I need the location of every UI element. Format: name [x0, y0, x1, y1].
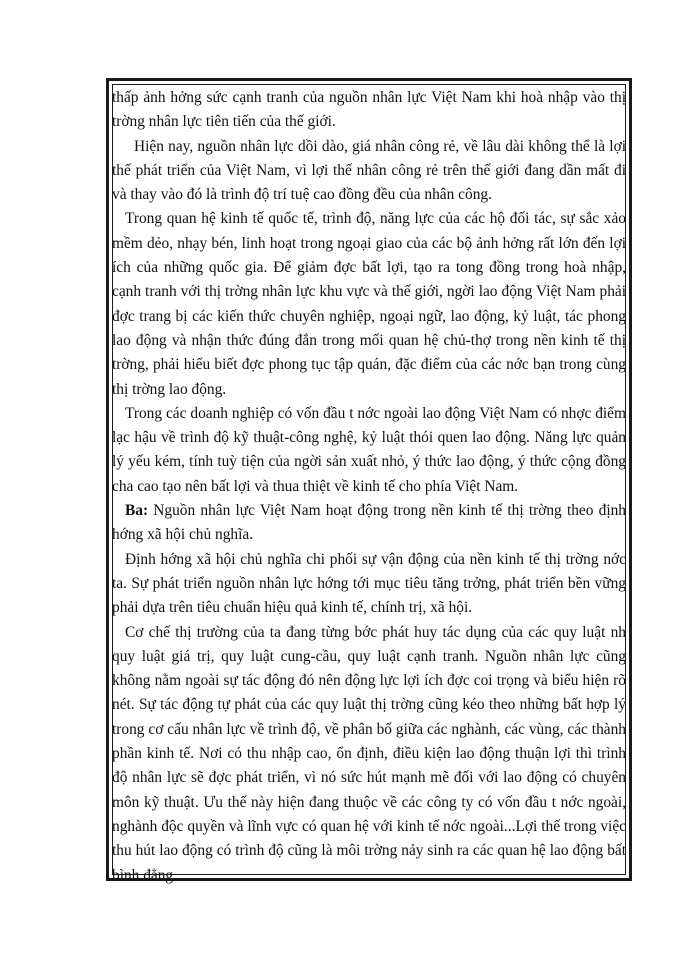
section-heading-paragraph — [112, 499, 626, 548]
paragraph: Cơ chế thị trường của ta đang từng bớc phát huy tác dụng của các quy luật nh quy luật giá trị, quy luật cung-cầu, quy luật cạnh tranh. Nguồn nhân lực cũng không nằm ngoài sự tác động đó nên động lực lợi ích đợc coi trọng và biểu hiện rõ nét. Sự tác động tự phát của các quy luật thị trờng cũng kéo theo những bất hợp lý trong cơ cấu nhân lực về trình độ, về phân bố giữa các nghành, các vùng, các thành phần kinh tế. Nơi có thu nhập cao, ổn định, điều kiện lao động thuận lợi thì trình độ nhân lực sẽ đợc phát triển, vì nó sức hút mạnh mẽ đối với lao động có chuyên môn kỹ thuật. Ưu thế này hiện đang thuộc về các công ty có vốn đầu t nớc ngoài, nghành độc quyền và lĩnh vực có quan hệ với kinh tế nớc ngoài...Lợi thế trong việc thu hút lao động có trình độ cũng là môi trờng nảy sinh ra các quan hệ lao động bất bình đẳng. — [112, 623, 626, 884]
paragraph: Trong quan hệ kinh tế quốc tế, trình độ, năng lực của các hộ đối tác, sự sắc xảo mềm dẻo, nhạy bén, linh hoạt trong ngoại giao của các bộ ảnh hởng rất lớn đến lợi ích của những quốc gia. Để giảm đợc bất lợi, tạo ra tong đồng trong hoà nhập, cạnh tranh với thị trờng nhân lực khu vực và thế giới, ngời lao động Việt Nam phải đợc trang bị các kiến thức chuyên nghiệp, ngoại ngữ, lao động, kỷ luật, tác phong lao động và nhận thức đúng đắn trong mối quan hệ chủ-thợ trong nền kinh tế thị trờng, phải hiểu biết đợc phong tục tập quán, đặc điểm của các nớc bạn trong cùng thị trờng lao động. — [112, 210, 626, 398]
document-body — [112, 86, 626, 888]
paragraph: Trong các doanh nghiệp có vốn đầu t nớc ngoài lao động Việt Nam có nhợc điểm lạc hậu về trình độ kỹ thuật-công nghệ, kỷ luật thói quen lao động. Năng lực quản lý yếu kém, tính tuỳ tiện của ngời sản xuất nhỏ, ý thức lao động, ý thức cộng đồng cha cao tạo nên bất lợi và thua thiệt về kinh tế cho phía Việt Nam. — [112, 404, 626, 495]
paragraph: Hiện nay, nguồn nhân lực dồi dào, giá nhân công rẻ, về lâu dài không thể là lợi thế phát triển của Việt Nam, vì lợi thế nhân công rẻ trên thế giới đang dần mất đi và thay vào đó là trình độ trí tuệ cao đồng đều của nhân công. — [112, 137, 626, 204]
paragraph: Định hớng xã hội chủ nghĩa chi phối sự vận động của nền kinh tế thị trờng nớc ta. Sự phát triển nguồn nhân lực hớng tới mục tiêu tăng trởng, phát triển bền vững phải dựa trên tiêu chuẩn hiệu quả kinh tế, chính trị, xã hội. — [112, 550, 626, 617]
section-label: Ba: — [125, 502, 149, 520]
paragraph: thấp ảnh hởng sức cạnh tranh của nguồn nhân lực Việt Nam khi hoà nhập vào thị trờng nhân lực tiên tiến của thế giới. — [112, 89, 626, 131]
section-heading-text: Nguồn nhân lực Việt Nam hoạt động trong nền kinh tế thị trờng theo định hớng xã hội chủ nghĩa. — [112, 502, 626, 544]
